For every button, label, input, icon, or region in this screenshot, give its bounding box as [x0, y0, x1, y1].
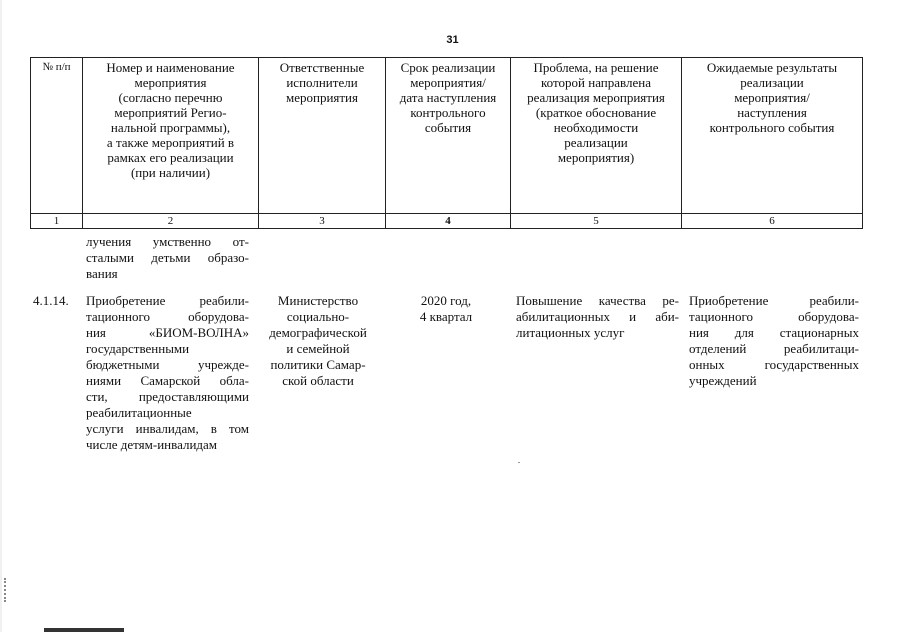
scan-margin-mark: [4, 578, 9, 602]
event-name-line: бюджетными учрежде-: [86, 357, 249, 372]
column-number: 3: [259, 214, 386, 229]
header-executors: Ответственные исполнители мероприятия: [259, 58, 386, 214]
column-number: 5: [511, 214, 682, 229]
executors-line: политики Самар-: [270, 357, 366, 372]
results-line: онных государственных: [689, 357, 859, 372]
scan-bottom-mark: [44, 628, 124, 632]
results-line: тационного оборудова-: [689, 309, 859, 324]
executors-line: Министерство: [277, 293, 359, 308]
term-line: 2020 год,: [420, 293, 472, 308]
problem-line: Повышение качества ре-: [516, 293, 679, 308]
event-name-line: услуги инвалидам, в том: [86, 421, 249, 436]
continuation-text: [86, 234, 249, 282]
executors-line: и семейной: [286, 341, 350, 356]
header-event-name: Номер и наименование мероприятия (согласно перечню мероприятий Регио- нальной программы), а также мероприятий в рамках его реализации (при наличии): [83, 58, 259, 214]
event-name: [86, 293, 249, 453]
results-line: Приобретение реабили-: [689, 293, 859, 308]
column-number: 2: [83, 214, 259, 229]
executors-line: ской области: [282, 373, 354, 388]
results-line: ния для стационарных: [689, 325, 859, 340]
expected-results: [689, 293, 859, 389]
column-number: 1: [31, 214, 83, 229]
header-problem: Проблема, на решение которой направлена реализация мероприятия (краткое обоснование необходимости реализации мероприятия): [511, 58, 682, 214]
term: [384, 293, 508, 325]
event-name-line: государственными: [86, 341, 190, 356]
row-number: [33, 293, 83, 309]
column-number: 6: [682, 214, 863, 229]
problem-line: абилитационных и аби-: [516, 309, 679, 324]
problem-line: литационных услуг: [516, 325, 625, 340]
event-name-line: числе детям-инвалидам: [86, 437, 218, 452]
continuation-line: лучения умственно от-: [86, 234, 249, 249]
column-numbers-row: [31, 214, 863, 229]
header-row: [31, 58, 863, 214]
event-name-line: Приобретение реабили-: [86, 293, 249, 308]
executors-line: социально-: [286, 309, 350, 324]
header-term: Срок реализации мероприятия/ дата наступления контрольного события: [386, 58, 511, 214]
executors-line: демографической: [269, 325, 367, 340]
problem: [516, 293, 679, 341]
event-name-line: сти, предоставляющими: [86, 389, 249, 404]
event-name-line: ниями Самарской обла-: [86, 373, 249, 388]
event-name-line: тационного оборудова-: [86, 309, 249, 324]
results-line: отделений реабилитаци-: [689, 341, 859, 356]
results-line: учреждений: [689, 373, 757, 388]
executors: [256, 293, 380, 389]
header-table: [30, 57, 863, 229]
row-number-text: 4.1.14.: [33, 293, 69, 308]
scan-speck: [518, 462, 520, 463]
scan-edge: [0, 0, 2, 632]
header-number: № п/п: [31, 58, 83, 214]
header-results: Ожидаемые результаты реализации мероприятия/ наступления контрольного события: [682, 58, 863, 214]
event-name-line: ния «БИОМ-ВОЛНА»: [86, 325, 249, 340]
event-name-line: реабилитационные: [86, 405, 192, 420]
continuation-line: вания: [86, 266, 118, 281]
column-number: 4: [386, 214, 511, 229]
continuation-line: сталыми детьми образо-: [86, 250, 249, 265]
page-number: 31: [446, 34, 459, 46]
term-line: 4 квартал: [419, 309, 473, 324]
